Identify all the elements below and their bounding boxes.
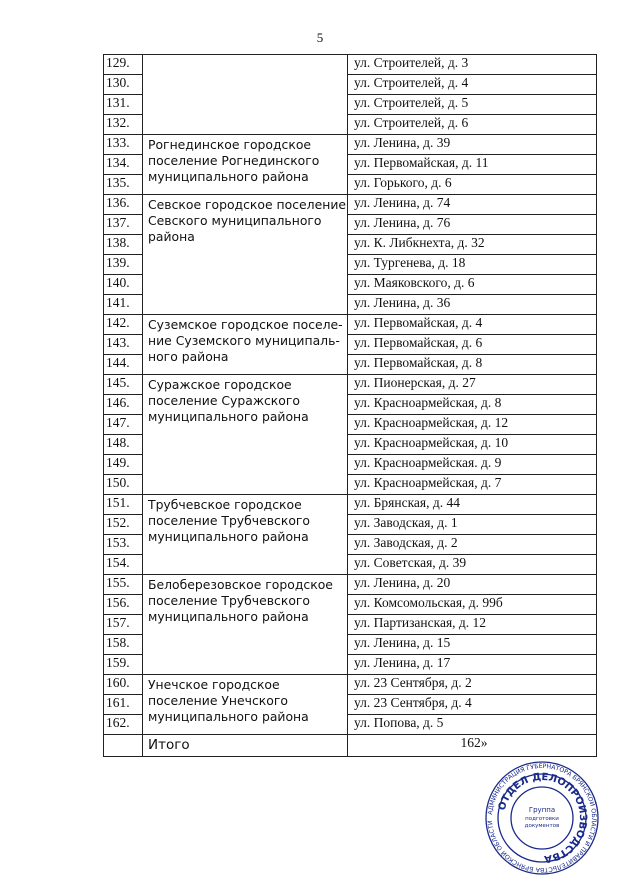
row-number: 136. bbox=[104, 195, 143, 215]
row-number: 140. bbox=[104, 275, 143, 295]
table-row bbox=[104, 375, 597, 395]
table-row bbox=[104, 495, 597, 515]
address-cell: ул. Первомайская, д. 4 bbox=[348, 315, 597, 335]
settlement-name: Суражское городское поселение Суражского муниципального района bbox=[143, 375, 348, 495]
row-number: 129. bbox=[104, 55, 143, 75]
row-number: 147. bbox=[104, 415, 143, 435]
address-cell: ул. Маяковского, д. 6 bbox=[348, 275, 597, 295]
address-cell: ул. Строителей, д. 3 bbox=[348, 55, 597, 75]
row-number: 153. bbox=[104, 535, 143, 555]
address-cell: ул. Партизанская, д. 12 bbox=[348, 615, 597, 635]
row-number: 156. bbox=[104, 595, 143, 615]
address-cell: ул. Попова, д. 5 bbox=[348, 715, 597, 735]
address-cell: ул. Советская, д. 39 bbox=[348, 555, 597, 575]
settlement-name: Суземское городское поселе-ние Суземского муниципаль-ного района bbox=[143, 315, 348, 375]
address-cell: ул. Первомайская, д. 8 bbox=[348, 355, 597, 375]
table-row bbox=[104, 575, 597, 595]
row-number: 137. bbox=[104, 215, 143, 235]
table-row bbox=[104, 55, 597, 75]
row-number: 148. bbox=[104, 435, 143, 455]
row-number: 146. bbox=[104, 395, 143, 415]
stamp-center-line-2: подготовки bbox=[525, 816, 559, 822]
table-row bbox=[104, 675, 597, 695]
address-cell: ул. Строителей, д. 4 bbox=[348, 75, 597, 95]
row-number: 160. bbox=[104, 675, 143, 695]
row-number: 152. bbox=[104, 515, 143, 535]
register-table bbox=[103, 54, 597, 757]
settlement-name: Севское городское поселение Севского муниципального района bbox=[143, 195, 348, 315]
address-cell: ул. Горького, д. 6 bbox=[348, 175, 597, 195]
row-number: 162. bbox=[104, 715, 143, 735]
row-number: 134. bbox=[104, 155, 143, 175]
row-number: 149. bbox=[104, 455, 143, 475]
total-label: Итого bbox=[143, 735, 348, 757]
address-cell: ул. Заводская, д. 1 bbox=[348, 515, 597, 535]
row-number: 133. bbox=[104, 135, 143, 155]
address-cell: ул. Красноармейская, д. 10 bbox=[348, 435, 597, 455]
row-number: 142. bbox=[104, 315, 143, 335]
address-cell: ул. Красноармейская, д. 12 bbox=[348, 415, 597, 435]
address-cell: ул. Красноармейская. д. 9 bbox=[348, 455, 597, 475]
address-cell: ул. Первомайская, д. 6 bbox=[348, 335, 597, 355]
address-cell: ул. Красноармейская, д. 7 bbox=[348, 475, 597, 495]
row-number: 151. bbox=[104, 495, 143, 515]
address-cell: ул. Первомайская, д. 11 bbox=[348, 155, 597, 175]
row-number: 145. bbox=[104, 375, 143, 395]
settlement-name: Рогнединское городское поселение Рогнединского муниципального района bbox=[143, 135, 348, 195]
address-cell: ул. Тургенева, д. 18 bbox=[348, 255, 597, 275]
settlement-name: Белоберезовское городское поселение Трубчевского муниципального района bbox=[143, 575, 348, 675]
address-cell: ул. 23 Сентября, д. 2 bbox=[348, 675, 597, 695]
stamp-center-line-3: документов bbox=[524, 823, 560, 829]
address-cell: ул. Строителей, д. 6 bbox=[348, 115, 597, 135]
row-number: 139. bbox=[104, 255, 143, 275]
table-row bbox=[104, 315, 597, 335]
row-number: 141. bbox=[104, 295, 143, 315]
row-number: 130. bbox=[104, 75, 143, 95]
row-number: 155. bbox=[104, 575, 143, 595]
address-cell: ул. Комсомольская, д. 99б bbox=[348, 595, 597, 615]
row-number: 131. bbox=[104, 95, 143, 115]
row-number: 154. bbox=[104, 555, 143, 575]
address-cell: ул. Ленина, д. 36 bbox=[348, 295, 597, 315]
page-number: 5 bbox=[316, 30, 324, 45]
register-table-body bbox=[104, 55, 597, 757]
address-cell: ул. Ленина, д. 15 bbox=[348, 635, 597, 655]
stamp-outer-text: АДМИНИСТРАЦИЯ ГУБЕРНАТОРА БРЯНСКОЙ ОБЛАСТИ И ПРАВИТЕЛЬСТВА БРЯНСКОЙ ОБЛАСТИ bbox=[487, 762, 598, 874]
address-cell: ул. Ленина, д. 74 bbox=[348, 195, 597, 215]
row-number: 159. bbox=[104, 655, 143, 675]
table-row bbox=[104, 195, 597, 215]
total-empty-cell bbox=[104, 735, 143, 757]
address-cell: ул. Строителей, д. 5 bbox=[348, 95, 597, 115]
address-cell: ул. Брянская, д. 44 bbox=[348, 495, 597, 515]
address-cell: ул. Заводская, д. 2 bbox=[348, 535, 597, 555]
stamp-ring-text: ОТДЕЛ ДЕЛОПРОИЗВОДСТВА bbox=[496, 771, 589, 865]
row-number: 157. bbox=[104, 615, 143, 635]
address-cell: ул. Пионерская, д. 27 bbox=[348, 375, 597, 395]
total-value: 162» bbox=[348, 735, 597, 757]
settlement-name bbox=[143, 55, 348, 135]
row-number: 138. bbox=[104, 235, 143, 255]
row-number: 158. bbox=[104, 635, 143, 655]
seal-stamp bbox=[484, 760, 600, 876]
address-cell: ул. Ленина, д. 76 bbox=[348, 215, 597, 235]
total-row bbox=[104, 735, 597, 757]
settlement-name: Унечское городское поселение Унечского муниципального района bbox=[143, 675, 348, 735]
row-number: 132. bbox=[104, 115, 143, 135]
row-number: 143. bbox=[104, 335, 143, 355]
address-cell: ул. Ленина, д. 39 bbox=[348, 135, 597, 155]
row-number: 161. bbox=[104, 695, 143, 715]
settlement-name: Трубчевское городское поселение Трубчевского муниципального района bbox=[143, 495, 348, 575]
address-cell: ул. Красноармейская, д. 8 bbox=[348, 395, 597, 415]
stamp-center-line-1: Группа bbox=[528, 806, 556, 814]
row-number: 135. bbox=[104, 175, 143, 195]
address-cell: ул. Ленина, д. 20 bbox=[348, 575, 597, 595]
address-cell: ул. Ленина, д. 17 bbox=[348, 655, 597, 675]
address-cell: ул. 23 Сентября, д. 4 bbox=[348, 695, 597, 715]
table-row bbox=[104, 135, 597, 155]
address-cell: ул. К. Либкнехта, д. 32 bbox=[348, 235, 597, 255]
row-number: 150. bbox=[104, 475, 143, 495]
row-number: 144. bbox=[104, 355, 143, 375]
